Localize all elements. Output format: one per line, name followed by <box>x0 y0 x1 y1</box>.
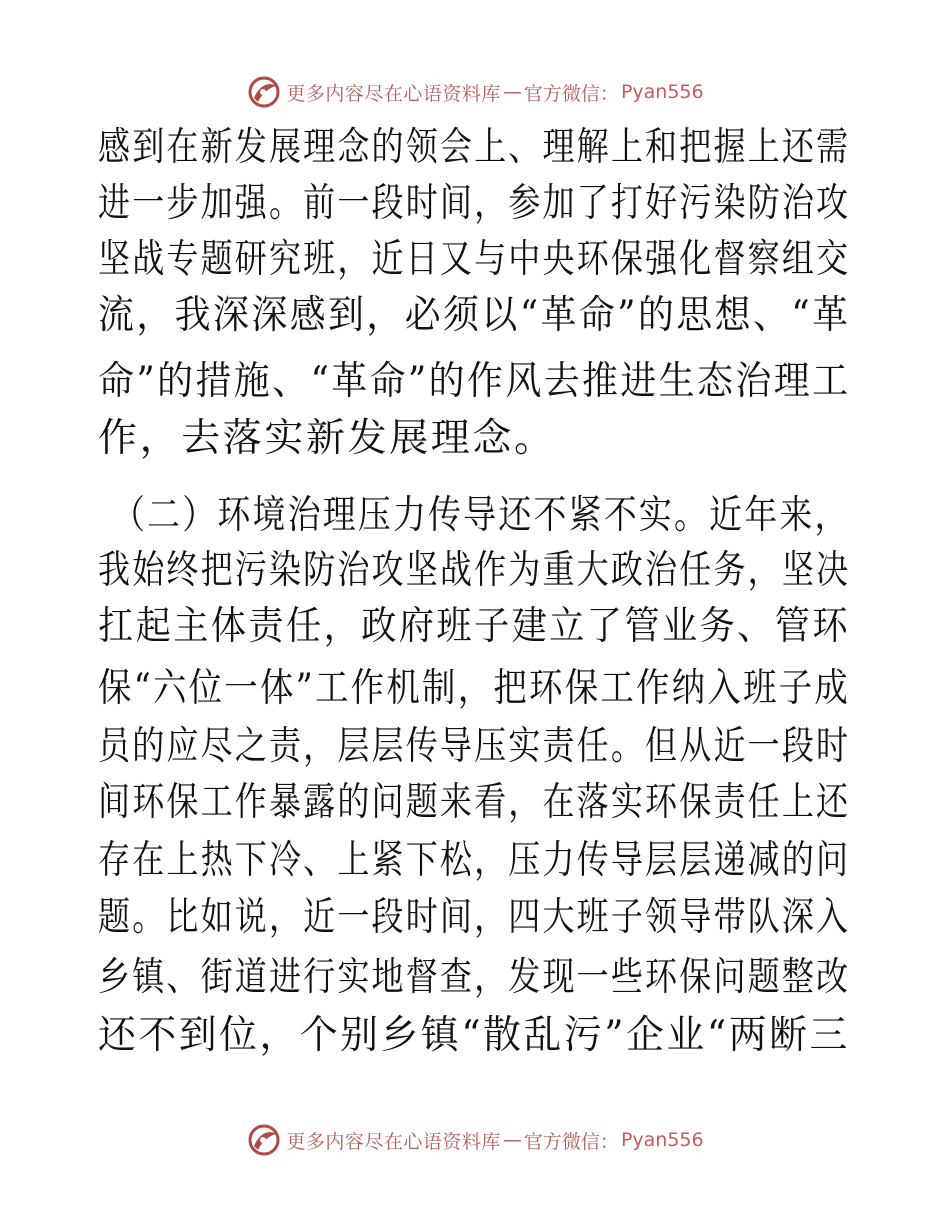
watermark-text: 更多内容尽在心语资料库 <box>286 82 501 105</box>
body-line: 命”的措施、“革命”的作风去推进生态治理工 <box>98 359 851 404</box>
watermark-dash: — <box>502 1129 522 1151</box>
body-line: 流，我深深感到，必须以“革命”的思想、“革 <box>98 293 851 338</box>
watermark-wechat-label: 官方微信： <box>523 82 619 105</box>
watermark-dash: — <box>502 81 522 103</box>
section-heading-line: （二）环境治理压力传导还不紧不实。近年来， <box>112 493 850 538</box>
brush-swirl-logo-icon <box>246 1122 282 1158</box>
body-line: 坚战专题研究班，近日又与中央环保强化督察组交 <box>98 237 851 282</box>
watermark-wechat-label: 官方微信： <box>523 1130 619 1153</box>
body-line: 保“六位一体”工作机制，把环保工作纳入班子成 <box>98 666 851 711</box>
watermark-text: 更多内容尽在心语资料库 <box>286 1130 501 1153</box>
body-line: 乡镇、街道进行实地督查，发现一些环保问题整改 <box>98 955 851 1000</box>
body-line: 员的应尽之责，层层传导压实责任。但从近一段时 <box>98 724 851 769</box>
brush-swirl-logo-icon <box>246 74 282 110</box>
watermark-wechat-id: Pyan556 <box>620 81 704 103</box>
header-watermark <box>0 72 950 112</box>
body-line: 进一步加强。前一段时间，参加了打好污染防治攻 <box>98 181 851 226</box>
body-line: 间环保工作暴露的问题来看，在落实环保责任上还 <box>98 780 851 825</box>
body-line: 存在上热下冷、上紧下松，压力传导层层递减的问 <box>98 838 851 883</box>
footer-watermark <box>0 1120 950 1160</box>
body-line: 作，去落实新发展理念。 <box>98 416 556 461</box>
watermark-wechat-id: Pyan556 <box>620 1129 704 1151</box>
body-line: 题。比如说，近一段时间，四大班子领导带队深入 <box>98 895 851 940</box>
body-line: 扛起主体责任，政府班子建立了管业务、管环 <box>98 604 850 649</box>
body-line: 感到在新发展理念的领会上、理解上和把握上还需 <box>98 125 851 170</box>
body-line: 我始终把污染防治攻坚战作为重大政治任务，坚决 <box>98 548 851 593</box>
body-line: 还不到位，个别乡镇“散乱污”企业“两断三 <box>98 1013 850 1058</box>
